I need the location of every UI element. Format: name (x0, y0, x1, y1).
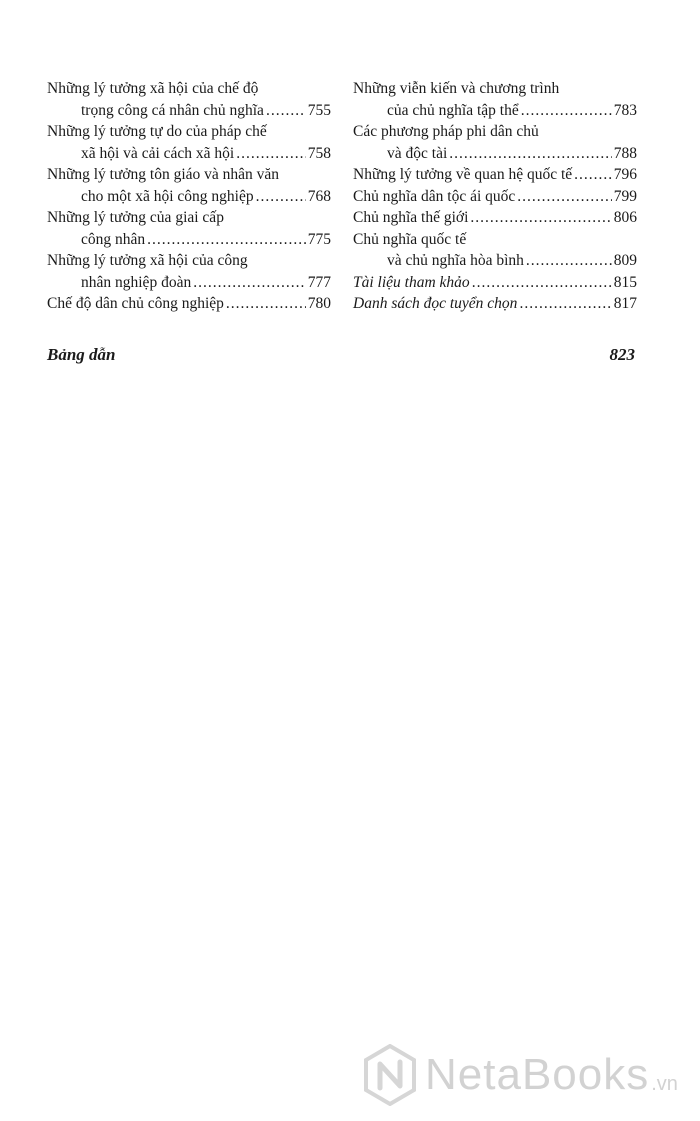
toc-page-number: 815 (613, 273, 637, 291)
toc-entry[interactable] (353, 293, 637, 315)
toc-entry-title: Những lý tưởng xã hội của công (47, 252, 248, 269)
toc-entry-title: Những lý tưởng xã hội của chế độ (47, 80, 259, 97)
leader-dots (266, 100, 306, 122)
watermark (363, 1044, 678, 1106)
toc-page-number: 777 (307, 273, 331, 291)
toc-entry-title: Tài liệu tham khảo (353, 273, 470, 291)
toc-column-right (353, 78, 637, 315)
toc-entry-title: Những lý tưởng của giai cấp (47, 209, 224, 226)
toc-entry-title-cont: của chủ nghĩa tập thể (387, 101, 519, 119)
toc-entry-title-cont: cho một xã hội công nghiệp (81, 187, 254, 205)
toc-entry-title: Những viễn kiến và chương trình (353, 80, 560, 97)
toc-page-number: 788 (613, 144, 637, 162)
toc-page-number: 809 (613, 252, 637, 269)
toc-entry[interactable] (47, 293, 331, 315)
toc-entry[interactable] (47, 164, 331, 207)
leader-dots (519, 293, 611, 315)
toc-entry-title-cont: và chủ nghĩa hòa bình (387, 252, 524, 269)
leader-dots (472, 272, 612, 294)
netabooks-logo-icon (363, 1044, 417, 1106)
leader-dots (147, 229, 306, 251)
toc-page-number: 780 (307, 295, 331, 312)
toc-page-number: 806 (613, 209, 637, 226)
toc-page-number: 799 (613, 187, 637, 205)
leader-dots (226, 293, 306, 315)
watermark-text: NetaBooks (425, 1050, 650, 1099)
toc-entry-title-cont: công nhân (81, 230, 146, 248)
leader-dots (517, 186, 611, 208)
toc-entry-title: Chủ nghĩa dân tộc ái quốc (353, 187, 516, 205)
index-page-number: 823 (609, 345, 635, 364)
leader-dots (470, 207, 611, 229)
toc-page-number: 755 (307, 101, 331, 119)
toc-entry-title: Những lý tưởng tôn giáo và nhân văn (47, 166, 280, 183)
toc-entry-title: Những lý tưởng tự do của pháp chế (47, 123, 267, 140)
toc-entry-title: Chế độ dân chủ công nghiệp (47, 295, 224, 312)
toc-entry[interactable] (47, 250, 331, 293)
toc-entry-title: Danh sách đọc tuyển chọn (353, 295, 518, 312)
toc-entry[interactable] (47, 78, 331, 121)
toc-entry[interactable] (353, 121, 637, 164)
leader-dots (449, 143, 611, 165)
toc-entry[interactable] (353, 186, 637, 208)
toc-entry[interactable] (353, 272, 637, 294)
toc-entry-title-cont: xã hội và cải cách xã hội (81, 144, 235, 162)
index-entry[interactable] (47, 345, 635, 365)
toc-page-number: 796 (613, 166, 637, 183)
index-label: Bảng dẫn (47, 345, 116, 364)
leader-dots (574, 164, 612, 186)
toc-page-number: 783 (613, 101, 637, 119)
watermark-suffix: .vn (651, 1073, 678, 1095)
toc-entry[interactable] (353, 164, 637, 186)
toc-entry[interactable] (353, 229, 637, 272)
toc-entry-title: Những lý tưởng về quan hệ quốc tế (353, 166, 573, 183)
toc-entry-title-cont: trọng công cá nhân chủ nghĩa (81, 101, 264, 119)
toc-page-number: 758 (307, 144, 331, 162)
leader-dots (521, 100, 612, 122)
toc-column-left (47, 78, 331, 315)
toc-entry[interactable] (353, 78, 637, 121)
toc-entry[interactable] (47, 121, 331, 164)
leader-dots (236, 143, 306, 165)
toc-page-number: 817 (613, 295, 637, 312)
toc-page-number: 768 (307, 187, 331, 205)
leader-dots (193, 272, 306, 294)
leader-dots (526, 250, 612, 272)
toc-entry-title-cont: nhân nghiệp đoàn (81, 273, 192, 291)
toc-entry-title-cont: và độc tài (387, 144, 448, 162)
leader-dots (256, 186, 306, 208)
toc-entry[interactable] (47, 207, 331, 250)
toc-entry-title: Các phương pháp phi dân chủ (353, 123, 539, 140)
toc-entry[interactable] (353, 207, 637, 229)
toc-page-number: 775 (307, 230, 331, 248)
toc-entry-title: Chủ nghĩa quốc tế (353, 230, 467, 248)
toc-entry-title: Chủ nghĩa thế giới (353, 209, 469, 226)
